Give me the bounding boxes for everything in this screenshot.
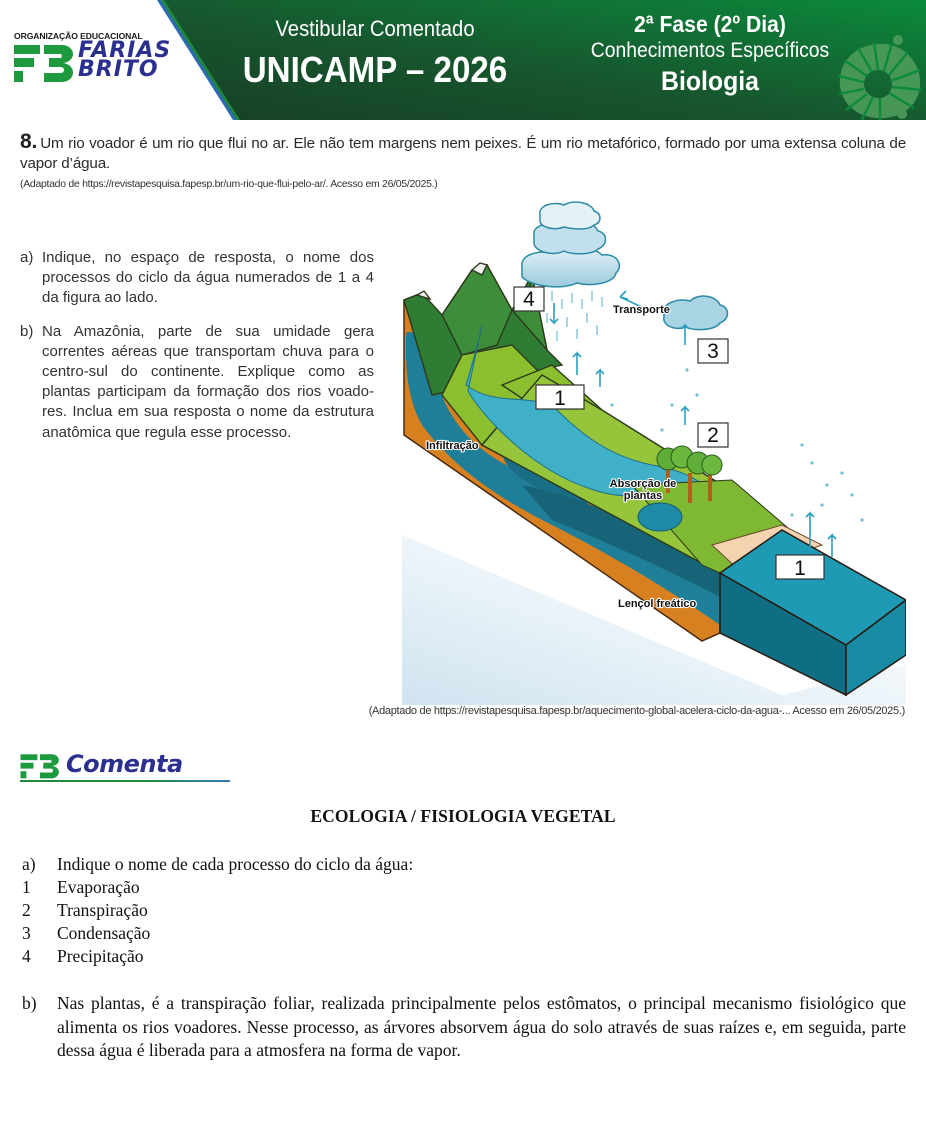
process-number: 2	[22, 900, 31, 920]
answer-process-item	[22, 876, 906, 899]
question-items	[20, 248, 374, 456]
number-box-4-text: 4	[523, 288, 535, 311]
process-name: Precipitação	[57, 946, 144, 966]
question-item-text: Indique, no espaço de resposta, o nome dos processos do ciclo da água numerados de 1 a 4 da figura ao lado.	[42, 249, 374, 307]
answer-part-a	[22, 853, 906, 968]
figure-source: (Adaptado de https://revistapesquisa.fapesp.br/aquecimento-global-acelera-ciclo-da-agua-... Acesso em 26/05/2025.)	[368, 705, 905, 717]
answer-b-key: b)	[22, 993, 37, 1013]
header-subtitle: Vestibular Comentado	[275, 16, 475, 41]
number-box-1-upper	[536, 385, 584, 410]
comenta-label: Comenta	[66, 750, 183, 778]
answer-process-item	[22, 899, 906, 922]
comenta-divider	[20, 780, 230, 782]
label-water-table: Lençol freático	[618, 598, 697, 610]
process-number: 1	[22, 877, 31, 897]
logo-name-line1: FARIAS	[78, 38, 172, 63]
answer-b-text: Nas plantas, é a transpiração foliar, realizada principalmente pelos estômatos, o principal mecanismo fisiológico que alimenta os rios voadores. Nesse processo, as árvores absorvem água do solo através de suas raízes e, em seguida, parte dessa água é liberada para a atmosfera na forma de vapor.	[57, 993, 906, 1060]
process-name: Evaporação	[57, 877, 140, 897]
logo-org-label: ORGANIZAÇÃO EDUCACIONAL	[14, 31, 143, 41]
question-number: 8.	[20, 130, 38, 153]
exam-area: Conhecimentos Específicos	[590, 39, 830, 62]
number-box-1-lower-text: 1	[794, 557, 806, 580]
question-item-text: Na Amazônia, parte de sua umidade gera correntes aéreas que transportam chuva para o centro-sul do continente. Explique como as plantas participam da formação dos rios voadores. Inclua em sua resposta o nome da estrutura anatômica que regula esse processo.	[42, 322, 374, 441]
number-box-2	[698, 423, 728, 447]
question-intro-text: Um rio voador é um rio que flui no ar. Ele não tem margens nem peixes. É um rio metafórico, formado por uma extensa coluna de vapor d’água.	[20, 135, 906, 172]
header-right	[565, 10, 855, 98]
header-center	[230, 16, 520, 92]
logo-name-line2: BRITO	[78, 57, 159, 82]
answer-a-prompt-row	[22, 853, 906, 876]
process-name: Transpiração	[57, 900, 148, 920]
question-item-letter: b)	[20, 322, 34, 340]
answer-part-b	[22, 992, 906, 1063]
question-item-a	[20, 248, 374, 309]
answer-process-item	[22, 945, 906, 968]
rain-cloud	[522, 202, 620, 287]
number-box-3-text: 3	[707, 340, 719, 363]
rain-drops	[542, 291, 602, 341]
answer-title: ECOLOGIA / FISIOLOGIA VEGETAL	[310, 806, 616, 826]
answer-a-prompt: Indique o nome de cada processo do ciclo da água:	[57, 854, 414, 874]
answer-process-item	[22, 922, 906, 945]
fb-monogram-icon	[14, 43, 74, 83]
process-number: 4	[22, 946, 31, 966]
logo-name	[78, 38, 172, 82]
question-intro	[20, 132, 906, 174]
answer-a-key: a)	[22, 854, 36, 874]
number-box-4	[514, 287, 544, 311]
comenta-heading	[20, 752, 230, 782]
label-infiltration: Infiltração	[426, 440, 479, 452]
label-plant-absorption-1: Absorção de	[609, 478, 677, 490]
label-transport: Transporte	[613, 304, 670, 316]
number-box-2-text: 2	[707, 424, 719, 447]
number-box-3	[698, 339, 728, 363]
pond	[638, 503, 682, 531]
exam-subject: Biologia	[661, 66, 759, 96]
water-cycle-figure	[402, 195, 906, 705]
exam-phase: 2ª Fase (2º Dia)	[633, 11, 786, 37]
question-item-b	[20, 322, 374, 443]
label-plant-absorption-2: plantas	[623, 490, 663, 502]
number-box-1-lower	[776, 555, 824, 580]
question-source: (Adaptado de https://revistapesquisa.fapesp.br/um-rio-que-flui-pelo-ar/. Acesso em 26/05/2025.)	[20, 178, 438, 190]
exam-title: UNICAMP – 2026	[242, 49, 508, 90]
process-number: 3	[22, 923, 31, 943]
fb-monogram-icon	[20, 753, 60, 779]
small-cloud	[664, 296, 728, 330]
question-item-letter: a)	[20, 249, 34, 266]
unicamp-emblem-icon	[834, 34, 924, 120]
number-box-1-upper-text: 1	[554, 387, 566, 410]
farias-brito-logo	[14, 31, 184, 91]
process-name: Condensação	[57, 923, 151, 943]
page-header	[0, 0, 926, 120]
